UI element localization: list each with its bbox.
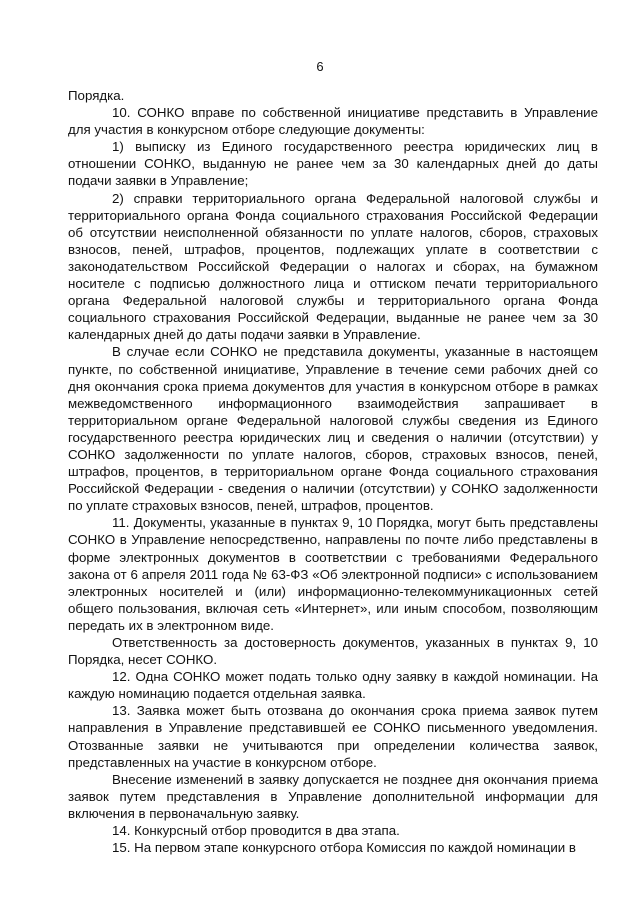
paragraph-p4: В случае если СОНКО не представила документы, указанные в настоящем пункте, по собственной инициативе, Управление в течение семи рабочих дней со дня окончания срока приема документов для участия в конкурсном отборе в рамках межведомственного информационного взаимодействия запрашивает в территориальном органе Федеральной налоговой службы сведения из Единого государственного реестра юридических лиц и сведения о наличии (отсутствии) у СОНКО задолженности по уплате налогов, сборов, страховых взносов, пеней, штрафов, процентов, в территориальном органе Фонда социального страхования Российской Федерации - сведения о наличии (отсутствии) у СОНКО задолженности по уплате страховых взносов, пеней, штрафов, процентов. <box>68 344 598 514</box>
paragraph-p2: 1) выписку из Единого государственного реестра юридических лиц в отношении СОНКО, выданную не ранее чем за 30 календарных дней до даты подачи заявки в Управление; <box>68 139 598 189</box>
paragraph-p10: 14. Конкурсный отбор проводится в два этапа. <box>112 823 400 839</box>
paragraph-p6: Ответственность за достоверность документов, указанных в пунктах 9, 10 Порядка, несет СОНКО. <box>68 635 598 668</box>
paragraph-p8: 13. Заявка может быть отозвана до окончания срока приема заявок путем направления в Управление представившей ее СОНКО письменного уведомления. Отозванные заявки не учитываются при определении количества заявок, представленных на участие в конкурсном отборе. <box>68 703 598 770</box>
paragraph-p3: 2) справки территориального органа Федеральной налоговой службы и территориального органа Фонда социального страхования Российской Федерации об отсутствии неисполненной обязанности по уплате налогов, сборов, страховых взносов, пеней, штрафов, процентов, подлежащих уплате в соответствии с законодательством Российской Федерации о налогах и сборах, на бумажном носителе с подписью должностного лица и оттиском печати территориального органа Федеральной налоговой службы и территориального органа Фонда социального страхования Российской Федерации, выданные не ранее чем за 30 календарных дней до даты подачи заявки в Управление. <box>68 190 598 343</box>
paragraph-p9: Внесение изменений в заявку допускается не позднее дня окончания приема заявок путем представления в Управление дополнительной информации для включения в первоначальную заявку. <box>68 771 598 821</box>
paragraph-p7: 12. Одна СОНКО может подать только одну заявку в каждой номинации. На каждую номинацию подается отдельная заявка. <box>68 669 598 702</box>
paragraph-p5: 11. Документы, указанные в пунктах 9, 10 Порядка, могут быть представлены СОНКО в Управление непосредственно, направлены по почте либо представлены в форме электронных документов в соответствии с требованиями Федерального закона от 6 апреля 2011 года № 63-ФЗ «Об электронной подписи» с использованием электронных носителей и (или) информационно-телекоммуникационных сетей общего пользования, включая сеть «Интернет», или иным способом, позволяющим передать их в электронном виде. <box>68 515 598 633</box>
document-body <box>68 87 598 856</box>
page-number: 6 <box>316 59 324 74</box>
paragraph-p1: 10. СОНКО вправе по собственной инициативе представить в Управление для участия в конкурсном отборе следующие документы: <box>68 105 598 138</box>
paragraph-p11: 15. На первом этапе конкурсного отбора Комиссия по каждой номинации в <box>112 840 576 856</box>
paragraph-p0: Порядка. <box>68 88 125 103</box>
